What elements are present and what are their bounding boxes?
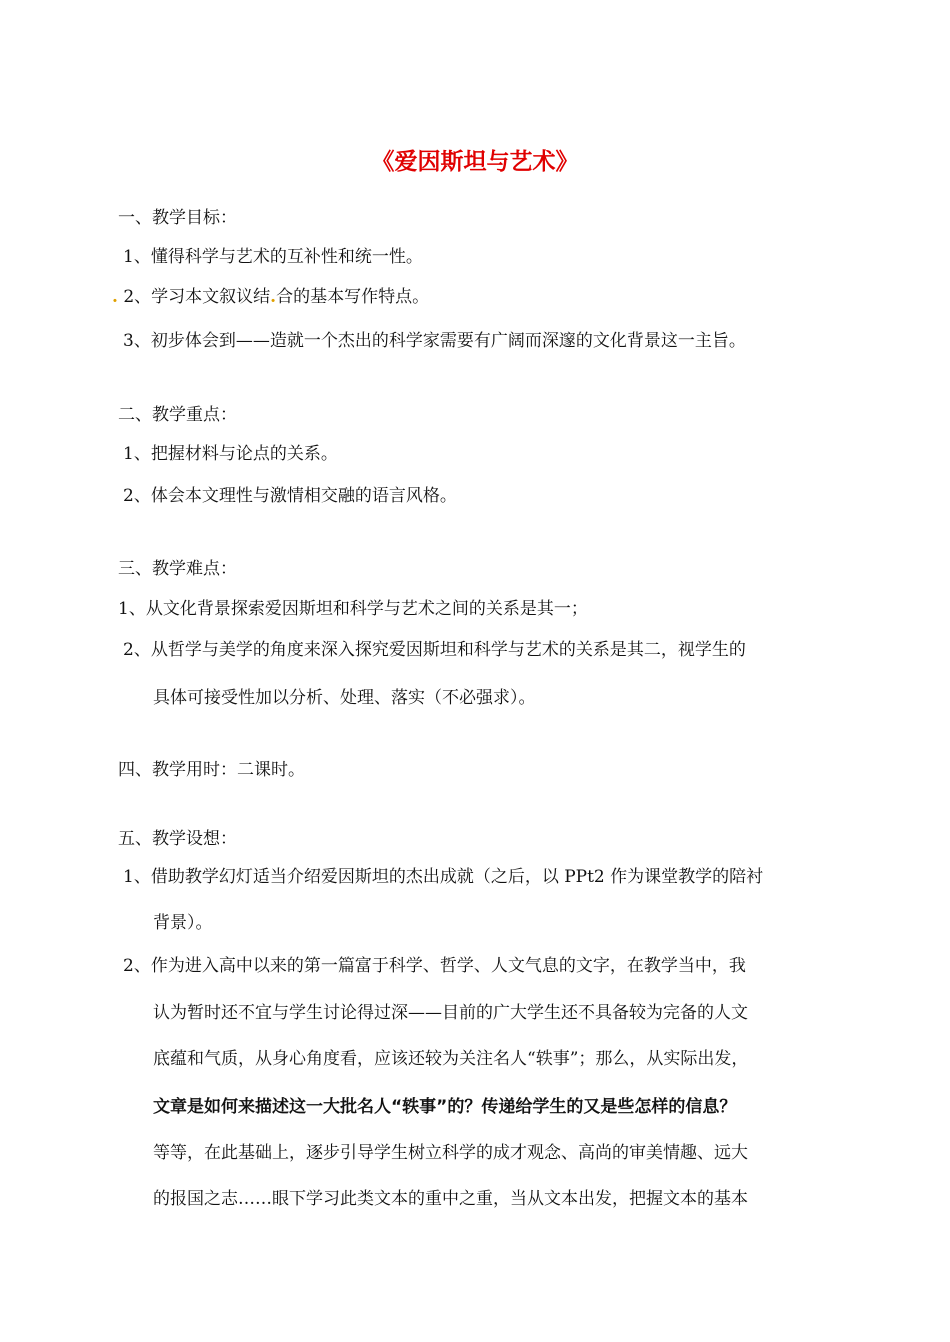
section-1-item-2: [112, 284, 429, 310]
section-2-heading: 二、教学重点：: [118, 405, 237, 425]
section-5-item-2-line-3: 底蕴和气质，从身心角度看，应该还较为关注名人“轶事”；那么，从实际出发，: [153, 1049, 749, 1069]
section-3-item-2-line-1: 2、从哲学与美学的角度来深入探究爱因斯坦和科学与艺术的关系是其二，视学生的: [123, 640, 746, 660]
section-5-item-1-line-1: 1、借助教学幻灯适当介绍爱因斯坦的杰出成就（之后，以 PPt2 作为课堂教学的陪衬: [123, 867, 764, 887]
section-5-item-1-line-2: 背景）。: [153, 913, 213, 933]
section-5-item-2-line-2: 认为暂时还不宜与学生讨论得过深——目前的广大学生还不具备较为完备的人文: [153, 1003, 748, 1023]
section-1-item-3: 3、初步体会到——造就一个杰出的科学家需要有广阔而深邃的文化背景这一主旨。: [123, 331, 746, 351]
section-1-item-2-text-a: 2、学习本文叙议结: [123, 287, 271, 307]
bullet-dot-icon: .: [112, 287, 118, 307]
section-1-item-2-text-b: 合的基本写作特点。: [276, 287, 430, 307]
section-3-heading: 三、教学难点：: [118, 559, 237, 579]
section-5-item-2-line-6: 的报国之志……眼下学习此类文本的重中之重，当从文本出发，把握文本的基本: [153, 1189, 748, 1209]
section-3-item-1: 1、从文化背景探索爱因斯坦和科学与艺术之间的关系是其一；: [118, 599, 588, 619]
document-title: 《爱因斯坦与艺术》: [371, 149, 579, 175]
section-5-item-2-line-4: 文章是如何来描述这一大批名人“轶事”的？传递给学生的又是些怎样的信息？: [153, 1097, 737, 1117]
section-2-item-2: 2、体会本文理性与激情相交融的语言风格。: [123, 486, 457, 506]
section-2-item-1: 1、把握材料与论点的关系。: [123, 444, 338, 464]
inline-dot-icon: .: [270, 287, 277, 307]
section-5-item-2-line-5: 等等，在此基础上，逐步引导学生树立科学的成才观念、高尚的审美情趣、远大: [153, 1143, 748, 1163]
section-5-item-2-line-1: 2、作为进入高中以来的第一篇富于科学、哲学、人文气息的文字，在教学当中，我: [123, 956, 746, 976]
section-1-item-1: 1、懂得科学与艺术的互补性和统一性。: [123, 247, 423, 267]
section-1-heading: 一、教学目标：: [118, 208, 237, 228]
section-4-heading: 四、教学用时：二课时。: [118, 760, 305, 780]
section-3-item-2-line-2: 具体可接受性加以分析、处理、落实（不必强求）。: [153, 688, 536, 708]
section-5-heading: 五、教学设想：: [118, 829, 237, 849]
